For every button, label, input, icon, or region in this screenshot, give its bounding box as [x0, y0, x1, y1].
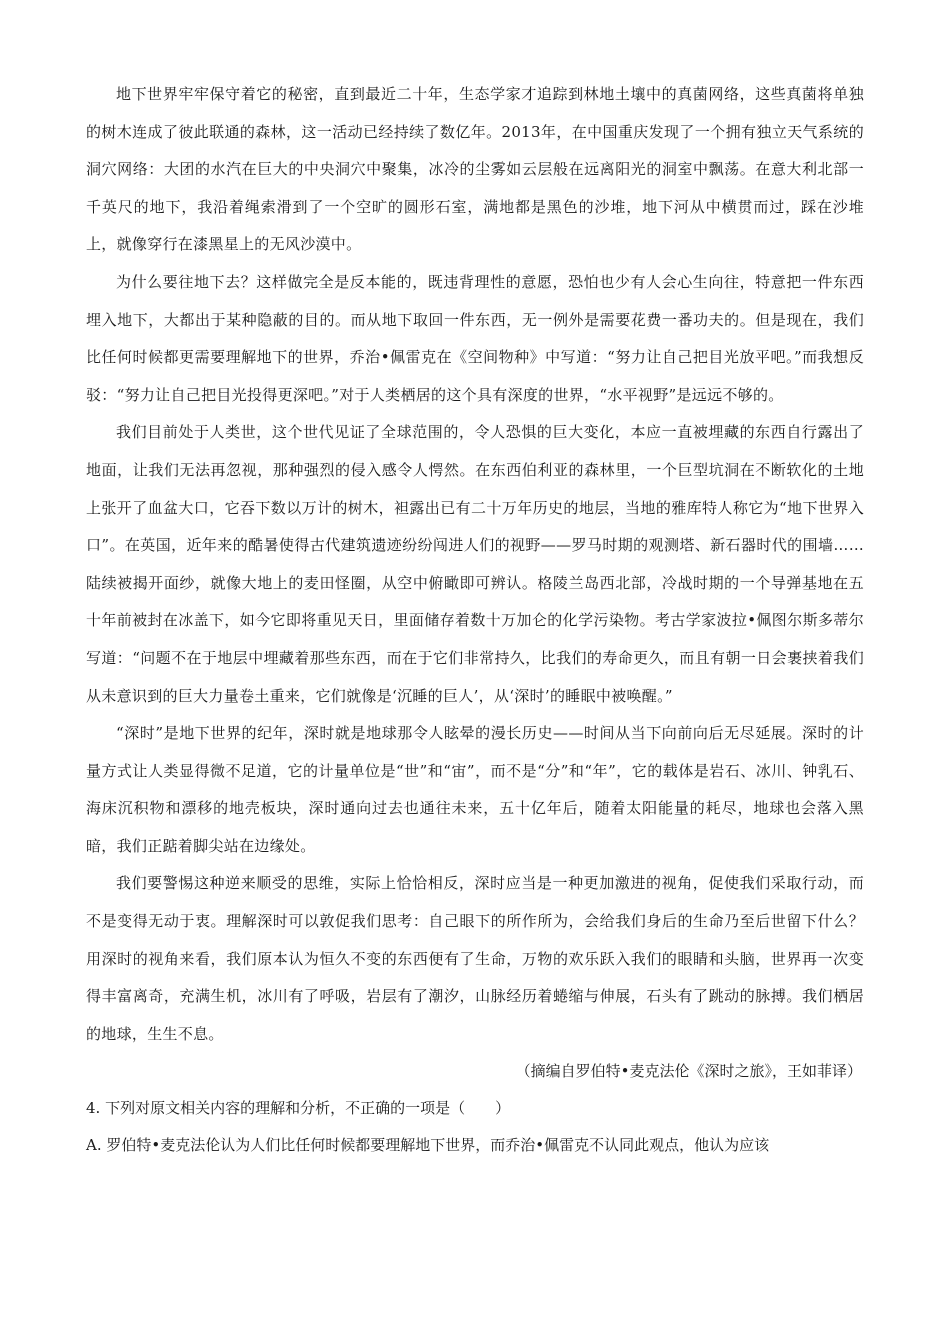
article-paragraph-5: 我们要警惕这种逆来顺受的思维，实际上恰恰相反，深时应当是一种更加激进的视角，促使我们采取行动，而不是变得无动于衷。理解深时可以敦促我们思考：自己眼下的所作所为，会给我们身后的生命乃至后世留下什么？用深时的视角来看，我们原本认为恒久不变的东西便有了生命，万物的欢乐跃入我们的眼睛和头脑，世界再一次变得丰富离奇，充满生机，冰川有了呼吸，岩层有了潮汐，山脉经历着蜷缩与伸展，石头有了跳动的脉搏。我们栖居的地球，生生不息。 [86, 874, 864, 1043]
article-body [86, 76, 864, 1164]
article-paragraph-2: 为什么要往地下去？这样做完全是反本能的，既违背理性的意愿，恐怕也少有人会心生向往，特意把一件东西埋入地下，大都出于某种隐蔽的目的。而从地下取回一件东西，无一例外是需要花费一番功夫的。但是现在，我们比任何时候都更需要理解地下的世界，乔治•佩雷克在《空间物种》中写道：“努力让自己把目光放平吧。”而我想反驳：“努力让自己把目光投得更深吧。”对于人类栖居的这个具有深度的世界，“水平视野”是远远不够的。 [86, 272, 864, 404]
question-option-a: A. 罗伯特•麦克法伦认为人们比任何时候都要理解地下世界，而乔治•佩雷克不认同此观点，他认为应该 [86, 1136, 770, 1155]
article-paragraph-1: 地下世界牢牢保守着它的秘密，直到最近二十年，生态学家才追踪到林地土壤中的真菌网络，这些真菌将单独的树木连成了彼此联通的森林，这一活动已经持续了数亿年。2013年，在中国重庆发现了一个拥有独立天气系统的洞穴网络：大团的水汽在巨大的中央洞穴中聚集，冰冷的尘雾如云层般在远离阳光的洞室中飘荡。在意大利北部一千英尺的地下，我沿着绳索滑到了一个空旷的圆形石室，满地都是黑色的沙堆，地下河从中横贯而过，踩在沙堆上，就像穿行在漆黑星上的无风沙漠中。 [86, 85, 864, 254]
question-stem: 4. 下列对原文相关内容的理解和分析，不正确的一项是（ ） [86, 1099, 511, 1118]
article-paragraph-4: “深时”是地下世界的纪年，深时就是地球那令人眩晕的漫长历史——时间从当下向前向后无尽延展。深时的计量方式让人类显得微不足道，它的计量单位是“世”和“宙”，而不是“分”和“年”，它的载体是岩石、冰川、钟乳石、海床沉积物和漂移的地壳板块，深时通向过去也通往未来，五十亿年后，随着太阳能量的耗尽，地球也会落入黑暗，我们正踮着脚尖站在边缘处。 [86, 724, 864, 855]
article-source: （摘编自罗伯特•麦克法伦《深时之旅》，王如菲译） [515, 1062, 862, 1081]
article-paragraph-3: 我们目前处于人类世，这个世代见证了全球范围的，令人恐惧的巨大变化，本应一直被埋藏的东西自行露出了地面，让我们无法再忽视，那种强烈的侵入感令人愕然。在东西伯利亚的森林里，一个巨型坑洞在不断软化的土地上张开了血盆大口，它吞下数以万计的树木，袒露出已有二十万年历史的地层，当地的雅库特人称它为“地下世界入口”。在英国，近年来的酷暑使得古代建筑遗迹纷纷闯进人们的视野——罗马时期的观测塔、新石器时代的围墙……陆续被揭开面纱，就像大地上的麦田怪圈，从空中俯瞰即可辨认。格陵兰岛西北部，冷战时期的一个导弹基地在五十年前被封在冰盖下，如今它即将重见天日，里面储存着数十万加仑的化学污染物。考古学家波拉•佩图尔斯多蒂尔写道：“问题不在于地层中埋藏着那些东西，而在于它们非常持久，比我们的寿命更久，而且有朝一日会裹挟着我们从未意识到的巨大力量卷土重来，它们就像是‘沉睡的巨人’，从‘深时’的睡眠中被唤醒。” [86, 423, 864, 705]
